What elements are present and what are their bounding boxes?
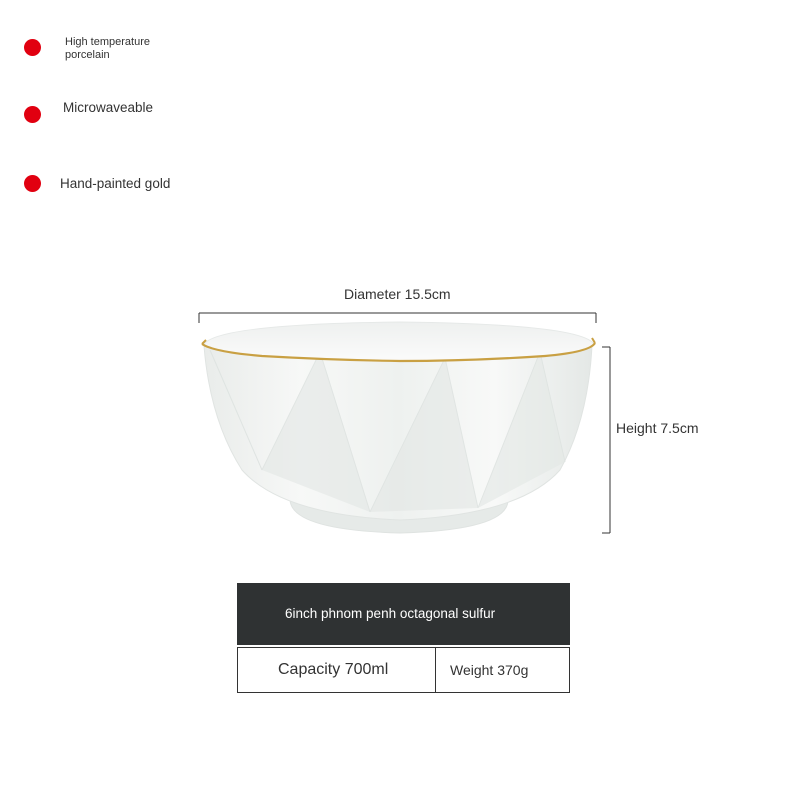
height-dimension-line [602, 347, 610, 533]
feature-label: Microwaveable [63, 100, 154, 115]
weight-box [435, 647, 570, 693]
diameter-label: Diameter 15.5cm [344, 286, 451, 302]
weight-value: Weight 370g [450, 662, 529, 678]
product-name-banner [237, 583, 570, 645]
height-label: Height 7.5cm [616, 420, 699, 436]
capacity-value: Capacity 700ml [278, 661, 389, 678]
product-name: 6inch phnom penh octagonal sulfur [285, 606, 496, 621]
capacity-box [237, 647, 436, 693]
feature-label: Hand-painted gold [60, 176, 171, 191]
feature-label: High temperature porcelain [65, 36, 150, 61]
diameter-dimension-line [199, 313, 596, 323]
